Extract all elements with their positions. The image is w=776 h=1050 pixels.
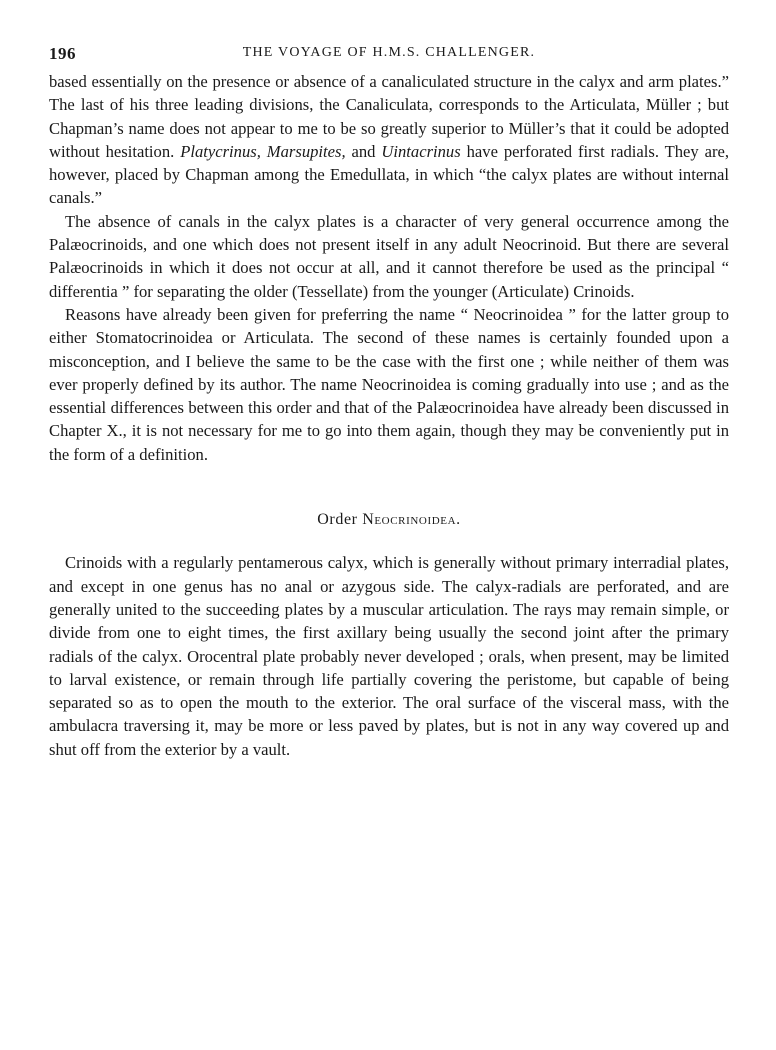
definition-text: Crinoids with a regularly pentamerous calyx, which is generally without primary interradial plates, and except in one genus has no anal or azygous side. The calyx-radials are perforated, and are generally united to the succeeding plates by a muscular articulation. The rays may remain simple, or divide from one to eight times, the first axillary being usually the second joint after the primary radials of the calyx. Orocentral plate probably never developed ; orals, when present, may be limited to larval existence, or remain through life partially covering the peristome, but capable of being separated so as to open the mouth to the exterior. The oral surface of the visceral mass, with the ambulacra traversing it, may be more or less paved by plates, but is not in any way covered up and shut off from the exterior by a vault. bbox=[49, 553, 729, 759]
page-header bbox=[49, 44, 729, 70]
definition-paragraph bbox=[49, 551, 729, 761]
section-heading bbox=[49, 508, 729, 531]
page bbox=[49, 44, 729, 761]
paragraph-3-text: Reasons have already been given for preferring the name “ Neocrinoidea ” for the latter group to either Stomatocrinoidea or Articulata. The second of these names is certainly founded upon a misconception, and I believe the same to be the case with the first one ; while neither of them was ever properly defined by its author. The name Neocrinoidea is coming gradually into use ; and as the essential differences between this order and that of the Palæocrinoidea have already been discussed in Chapter X., it is not necessary for me to go into them again, though they may be conveniently put in the form of a definition. bbox=[49, 304, 729, 464]
genus-names-italic: Platycrinus, Marsupites, bbox=[180, 141, 346, 161]
paragraph-1-text-a: based essentially on the presence or absence of a canaliculated structure in the calyx and arm plates.” The last of his three leading divisions, the Canaliculata, corresponds to the Articulata, Müller ; but Chapman’s name does not appear to me to be so greatly superior to Müller’s that it could be adopted without hesitation. bbox=[49, 72, 729, 161]
page-number: 196 bbox=[49, 44, 76, 63]
running-title: THE VOYAGE OF H.M.S. CHALLENGER. bbox=[242, 45, 536, 60]
section-spacer bbox=[49, 466, 729, 508]
main-text bbox=[49, 70, 729, 761]
paragraph-1-text-c: have perforated first radials. They are, however, placed by Chapman among the Emedullata, in which “the calyx plates are without internal canals.” bbox=[49, 141, 730, 208]
paragraph-3 bbox=[49, 303, 729, 466]
paragraph-1 bbox=[49, 70, 729, 210]
genus-uintacrinus-italic: Uintacrinus bbox=[381, 141, 461, 161]
heading-prefix: Order bbox=[317, 511, 363, 529]
paragraph-2 bbox=[49, 210, 729, 303]
heading-order-name: Neocrinoidea. bbox=[362, 511, 461, 529]
paragraph-2-text: The absence of canals in the calyx plates is a character of very general occurrence among the Palæocrinoids, and one which does not present itself in any adult Neocrinoid. But there are several Palæocrinoids in which it does not occur at all, and it cannot therefore be used as the principal “ differentia ” for separating the older (Tessellate) from the younger (Articulate) Crinoids. bbox=[49, 211, 729, 301]
paragraph-1-text-b: and bbox=[345, 141, 382, 161]
